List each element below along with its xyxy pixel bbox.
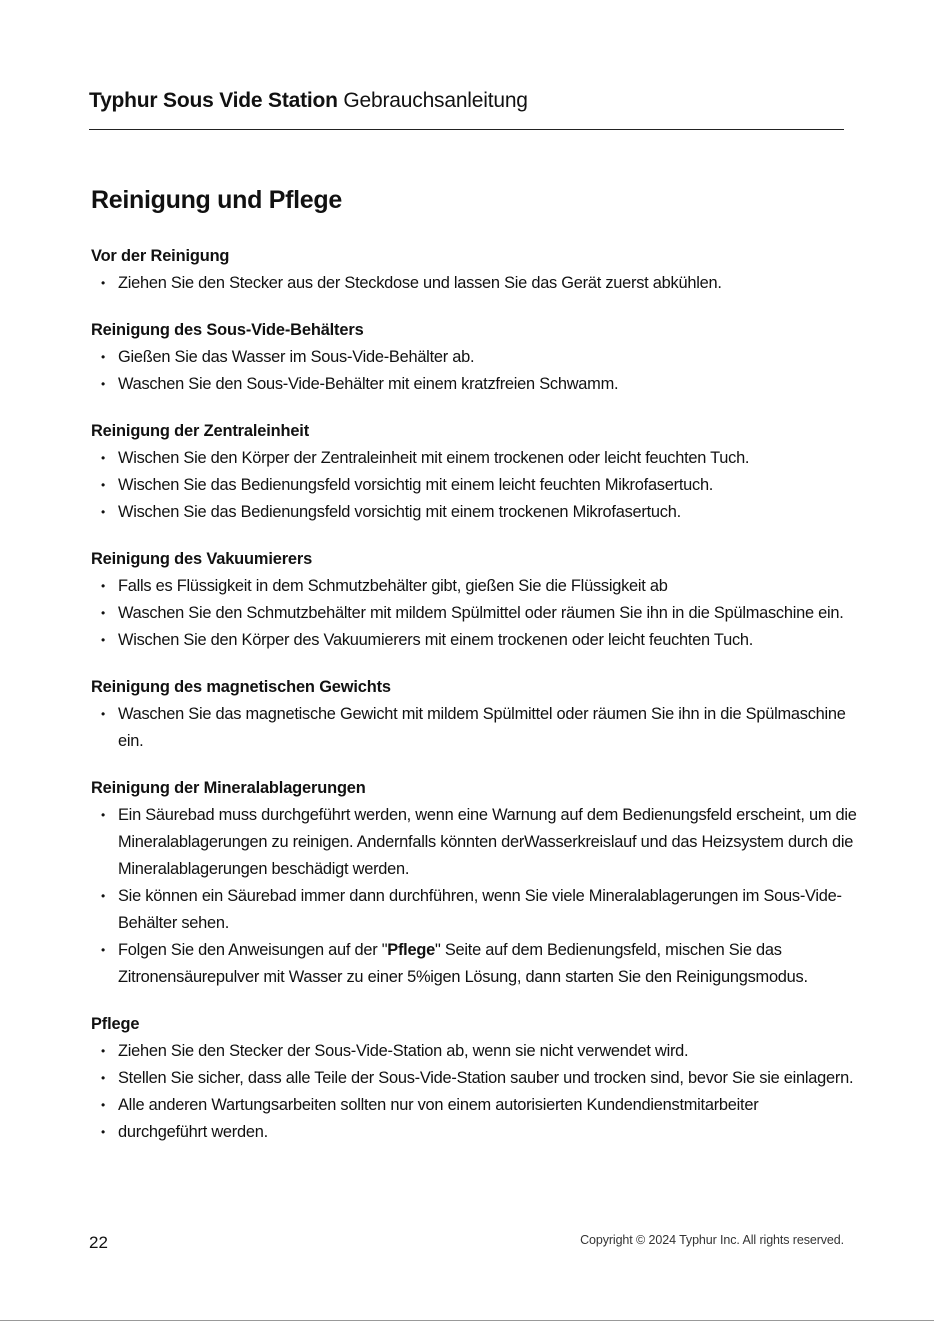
list-item-text: durchgeführt werden. [118,1123,268,1141]
bullet-icon: • [101,579,105,593]
list-item-text: Ziehen Sie den Stecker der Sous-Vide-Station ab, wenn sie nicht verwendet wird. [118,1042,689,1060]
section [91,775,866,991]
bullet-icon: • [101,1098,105,1112]
list-item [91,600,866,627]
bullet-list [91,573,866,654]
bullet-icon: • [101,889,105,903]
list-item [91,883,866,937]
section [91,418,866,526]
section-heading: Reinigung der Mineralablagerungen [91,779,366,797]
list-item-text: Folgen Sie den Anweisungen auf der " [118,941,388,959]
list-item-text: Sie können ein Säurebad immer dann durchführen, wenn Sie viele Mineralablagerungen im Sous-Vide-Behälter sehen. [118,887,842,932]
list-item-emphasis: Pflege [387,941,435,959]
list-item [91,627,866,654]
bullet-list [91,701,866,755]
header-divider [89,129,844,130]
bullet-icon: • [101,633,105,647]
section [91,674,866,755]
list-item-text: Waschen Sie das magnetische Gewicht mit mildem Spülmittel oder räumen Sie ihn in die Spülmaschine ein. [118,705,846,750]
bullet-icon: • [101,1125,105,1139]
list-item [91,371,866,398]
list-item [91,1119,866,1146]
list-item [91,445,866,472]
page-header [89,87,844,115]
bullet-icon: • [101,350,105,364]
bullet-icon: • [101,1071,105,1085]
list-item-text: Ein Säurebad muss durchgeführt werden, wenn eine Warnung auf dem Bedienungsfeld erscheint, um die Mineralablagerungen zu reinigen. Andernfalls könnten derWasserkreislauf und das Heizsystem durch die Mineralablagerungen beschädigt werden. [118,806,857,878]
list-item [91,573,866,600]
bullet-list [91,1038,866,1146]
bullet-icon: • [101,505,105,519]
list-item-text: Waschen Sie den Sous-Vide-Behälter mit einem kratzfreien Schwamm. [118,375,619,393]
bullet-icon: • [101,377,105,391]
bullet-icon: • [101,943,105,957]
list-item [91,937,866,991]
bullet-icon: • [101,707,105,721]
list-item-text: Wischen Sie den Körper der Zentraleinheit mit einem trockenen oder leicht feuchten Tuch. [118,449,750,467]
list-item-text: Gießen Sie das Wasser im Sous-Vide-Behälter ab. [118,348,475,366]
content-area [91,243,866,1166]
list-item-text: Alle anderen Wartungsarbeiten sollten nur von einem autorisierten Kundendienstmitarbeiter [118,1096,759,1114]
list-item [91,802,866,883]
section [91,1011,866,1146]
list-item [91,1092,866,1119]
list-item-text: Wischen Sie das Bedienungsfeld vorsichtig mit einem trockenen Mikrofasertuch. [118,503,681,521]
bullet-icon: • [101,606,105,620]
list-item-text: Stellen Sie sicher, dass alle Teile der Sous-Vide-Station sauber und trocken sind, bevor Sie sie einlagern. [118,1069,854,1087]
list-item [91,499,866,526]
list-item-text: Wischen Sie den Körper des Vakuumierers mit einem trockenen oder leicht feuchten Tuch. [118,631,754,649]
bullet-icon: • [101,1044,105,1058]
section-heading: Pflege [91,1015,140,1033]
list-item-text: " Seite auf dem Bedienungsfeld, mischen Sie das Zitronensäurepulver mit Wasser zu einer 5%igen Lösung, dann starten Sie den Reinigungsmodus. [118,941,808,986]
list-item-text: Waschen Sie den Schmutzbehälter mit mildem Spülmittel oder räumen Sie ihn in die Spülmaschine ein. [118,604,844,622]
bullet-list [91,344,866,398]
section-heading: Reinigung des Vakuumierers [91,550,313,568]
section [91,317,866,398]
bullet-icon: • [101,808,105,822]
bullet-list [91,270,866,297]
list-item [91,344,866,371]
section-heading: Reinigung der Zentraleinheit [91,422,310,440]
list-item [91,472,866,499]
page-number: 22 [89,1233,108,1252]
list-item [91,270,866,297]
list-item-text: Wischen Sie das Bedienungsfeld vorsichtig mit einem leicht feuchten Mikrofasertuch. [118,476,714,494]
list-item [91,701,866,755]
header-brand: Typhur Sous Vide Station [89,89,338,112]
bullet-icon: • [101,478,105,492]
bullet-icon: • [101,451,105,465]
section-heading: Reinigung des magnetischen Gewichts [91,678,391,696]
list-item [91,1038,866,1065]
list-item [91,1065,866,1092]
section [91,243,866,297]
section-heading: Reinigung des Sous-Vide-Behälters [91,321,364,339]
bullet-icon: • [101,276,105,290]
bullet-list [91,802,866,991]
page-title: Reinigung und Pflege [91,186,342,214]
section-heading: Vor der Reinigung [91,247,230,265]
list-item-text: Ziehen Sie den Stecker aus der Steckdose und lassen Sie das Gerät zuerst abkühlen. [118,274,722,292]
bullet-list [91,445,866,526]
header-subtitle: Gebrauchsanleitung [343,89,528,112]
copyright-notice: Copyright © 2024 Typhur Inc. All rights reserved. [580,1233,844,1247]
section [91,546,866,654]
list-item-text: Falls es Flüssigkeit in dem Schmutzbehälter gibt, gießen Sie die Flüssigkeit ab [118,577,668,595]
page-bottom-edge [0,1320,934,1321]
